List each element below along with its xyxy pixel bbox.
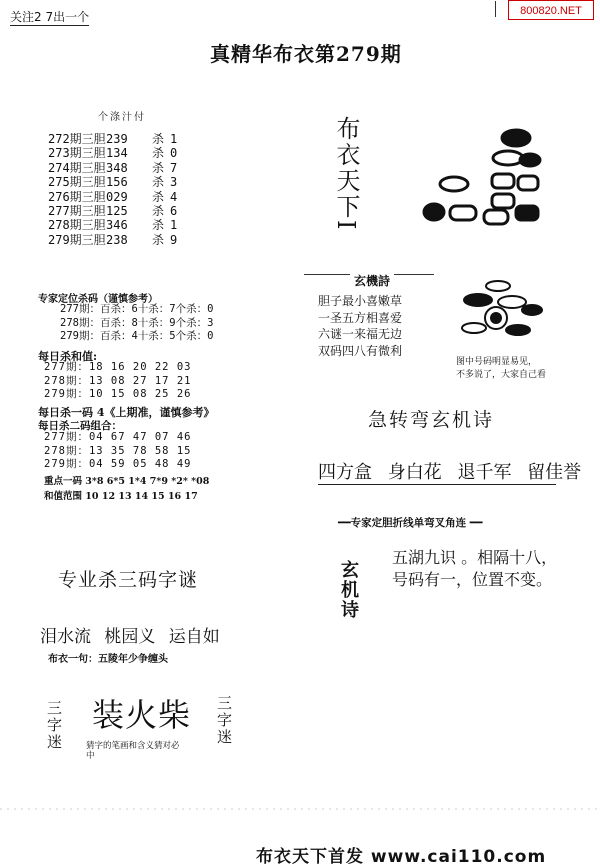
sum-range-row: 和值范围 10 12 13 14 15 16 17 — [44, 491, 198, 502]
kill-row-val: 3 — [170, 175, 178, 190]
kill-row-kill: 杀 — [152, 132, 165, 146]
expert-kill-row: 279期：百杀：4十杀：5个杀：0 — [60, 330, 214, 342]
kill-row-label: 274期三胆 — [48, 160, 106, 175]
kill-row-val: 1 — [170, 218, 178, 233]
daily-kill-two-row: 278期：13 35 78 58 15 — [44, 444, 192, 457]
daily-kill-two-list — [44, 431, 191, 472]
poem-line: 号码有一，位置不变。 — [392, 570, 553, 589]
riddle-label-left: 三字迷 — [45, 700, 63, 751]
riddle-sentence: 布衣一句：五陵年少争缠头 — [48, 654, 168, 665]
picture-note-line: 图中号码明显易见， — [456, 357, 538, 367]
kill-row-kill: 杀 — [152, 160, 165, 175]
kill-row-nums: 238 — [106, 232, 128, 247]
kill-row-val: 0 — [170, 146, 178, 161]
kill-row-val: 6 — [170, 204, 178, 219]
divider — [318, 484, 556, 485]
footer-site-link[interactable]: 布衣天下首发 www.cai110.com — [256, 847, 547, 867]
daily-kill-one: 每日杀一码 4《上期准，谨慎参考》 — [38, 406, 215, 419]
kill-row-label: 277期三胆 — [48, 204, 106, 219]
xuanji-vertical-label: 玄机诗 — [338, 560, 359, 620]
site-watermark: 800820.NET — [508, 0, 594, 20]
kill-row — [48, 218, 177, 232]
kill-row-kill: 杀 — [152, 232, 165, 247]
coin-cluster-icon — [452, 276, 548, 348]
riddle-words: 泪水流 桃园义 运自如 — [40, 627, 220, 647]
xuanji-line: 胆子最小喜嫩草 — [318, 294, 403, 308]
kill-row-label: 273期三胆 — [48, 146, 106, 161]
kill-row-nums: 156 — [106, 175, 128, 190]
kill-row-kill: 杀 — [152, 189, 165, 204]
kill-row-nums: 239 — [106, 132, 128, 146]
kill-row-label: 275期三胆 — [48, 175, 106, 190]
xuanji-line: 双码四八有微利 — [318, 343, 403, 358]
kill-row-kill: 杀 — [152, 204, 165, 219]
daily-sum-list — [44, 361, 191, 402]
expert-kill-title: 专家定位杀码（谨慎参考） — [38, 294, 158, 305]
kill-row — [48, 175, 177, 189]
kill-row — [48, 161, 177, 175]
kill-row-val: 4 — [170, 189, 178, 204]
kill-row-val: 9 — [170, 232, 178, 247]
picture-note — [456, 356, 546, 382]
daily-sum-row: 279期：10 15 08 25 26 — [44, 388, 192, 400]
riddle-poem-title: 急转弯玄机诗 — [368, 409, 495, 431]
kill-row — [48, 233, 177, 247]
page-title: 真精华布衣第279期 — [210, 42, 402, 66]
kill-row — [48, 146, 177, 160]
kill-row-kill: 杀 — [152, 218, 165, 233]
kill-row-label: 278期三胆 — [48, 218, 106, 233]
riddle-label-right: 三字迷 — [215, 695, 233, 746]
kill-row-nums: 125 — [106, 204, 128, 219]
xuanji-line: 六谜一来福无边 — [318, 327, 403, 341]
daily-sum-row: 277期：18 16 20 22 03 — [44, 361, 192, 373]
kill-row-kill: 杀 — [152, 146, 165, 161]
focus-number-row: 重点一码 3*8 6*5 1*4 7*9 *2* *08 — [44, 476, 210, 487]
kill-row-nums: 029 — [106, 189, 128, 204]
riddle-big-text: 装火柴 — [92, 696, 192, 734]
xuanji-line: 一圣五方相喜爱 — [318, 310, 403, 325]
three-dan-kill-list — [48, 132, 177, 247]
riddle-title: 专业杀三码字谜 — [58, 569, 199, 591]
kill-row-val: 1 — [170, 132, 178, 146]
daily-kill-two-row: 279期：04 59 05 48 49 — [44, 458, 192, 470]
kill-row-nums: 348 — [106, 160, 128, 175]
expert-dan-line: ━━专家定胆折线单弯叉角连 ━━ — [338, 517, 483, 529]
daily-sum-title: 每日杀和值: — [38, 350, 98, 363]
expert-kill-row: 278期：百杀：8十杀：9个杀：3 — [60, 316, 214, 329]
xuanji-poem — [318, 293, 402, 359]
kill-row-label: 276期三胆 — [48, 189, 106, 204]
kill-row — [48, 132, 177, 146]
buyi-vertical-title: 布衣天下I — [332, 116, 360, 232]
expert-kill-row: 277期：百杀：6十杀：7个杀：0 — [60, 303, 214, 315]
scan-noise-divider — [0, 808, 600, 810]
xuanji-title: 玄機詩 — [350, 272, 394, 289]
kill-row-nums: 346 — [106, 218, 128, 233]
coin-pile-icon — [418, 122, 544, 226]
top-note: 关注2 7出一个 — [10, 10, 90, 24]
riddle-hint: 猜字的笔画和含义猜对必中 — [86, 741, 180, 761]
kill-row-val: 7 — [170, 160, 178, 175]
kill-row-label: 272期三胆 — [48, 132, 106, 146]
kill-row — [48, 190, 177, 204]
poem-line: 五湖九识 。相隔十八， — [392, 548, 558, 567]
daily-sum-row: 278期：13 08 27 17 21 — [44, 374, 192, 387]
kill-row — [48, 204, 177, 218]
kill-row-label: 279期三胆 — [48, 232, 106, 247]
four-phrase-row: 四方盒 身白花 退千军 留佳誉 — [318, 462, 582, 483]
kill-row-nums: 134 — [106, 146, 128, 161]
kill-list-heading: 个涤汁付 — [98, 112, 146, 123]
picture-note-line: 不多说了，大家自己看 — [456, 370, 547, 380]
daily-kill-two-title: 每日杀二码组合： — [38, 420, 122, 432]
five-lakes-poem — [392, 547, 557, 591]
expert-kill-list — [60, 303, 213, 344]
daily-kill-two-row: 277期：04 67 47 07 46 — [44, 431, 192, 443]
kill-row-kill: 杀 — [152, 175, 165, 190]
